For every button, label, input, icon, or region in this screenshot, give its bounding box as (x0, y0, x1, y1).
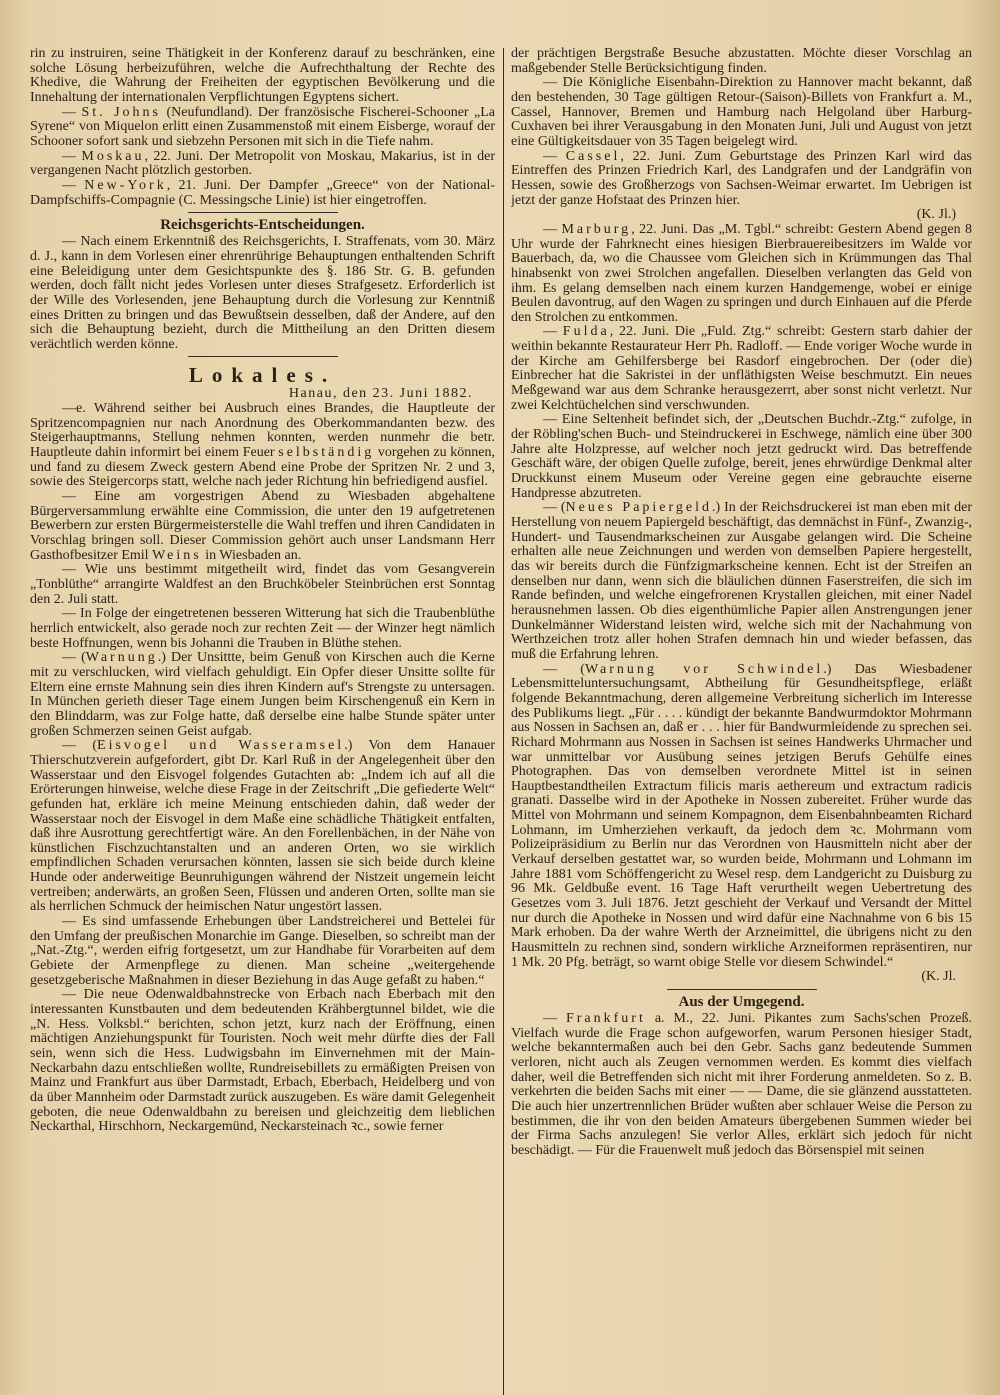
paragraph-text: — (543, 1011, 566, 1026)
paragraph-text: rin zu instruiren, seine Thätigkeit in der Konferenz darauf zu beschränken, eine solche Lösung herbeizuführen, welche die Aufrechthaltung der Rechte des Khedive, die Wahrung der Freiheiten der egyptischen Bevölkerung und die Innehaltung der internationalen Verpflichtungen Egyptens sichert. (30, 47, 495, 105)
article-paragraph (30, 988, 495, 1135)
paragraph-text: — Wie uns bestimmt mitgetheilt wird, findet das vom Gesangverein „Tonblüthe“ arrangirte Waldfest an den Bruchköbeler Steinbrüchen erst Sonntag den 2. Juli statt. (30, 562, 495, 607)
source-signature: (K. Jl. (921, 969, 956, 985)
spaced-dateline-text: selbständig (278, 445, 375, 461)
left-column (30, 47, 495, 1395)
spaced-dateline-text: Weins (152, 547, 202, 563)
paragraph-text: , 21. Juni. Der Dampfer „Greece“ von der National-Dampfschiffs-Compagnie (C. Messingsche Linie) ist hier eingetroffen. (30, 177, 495, 208)
paragraph-text: , 22. Juni. Die „Fuld. Ztg.“ schreibt: Gestern starb dahier der weithin bekannte Restaurateur Herr Ph. Radloff. — Ende voriger Woche wurde in der Kirche am Gehilfersberge bei Rasdorf eingebrochen. Der (oder die) Einbrecher hat die Sakristei in der unfläthigsten Weise beschmutzt. Ein neues Meßgewand war aus dem Schranke herausgezerrt, aber sonst nicht verletzt. Nur zwei Kelchtüchelchen sind verschwunden. (511, 324, 972, 413)
article-paragraph (30, 47, 495, 106)
article-paragraph (30, 739, 495, 915)
paragraph-text: .) In der Reichsdruckerei ist man eben mit der Herstellung von neuem Papiergeld beschäftigt, das demnächst in Fünf-, Zwanzig-, Hundert- und Tausendmarkscheinen zur Ausgabe gelangen wird. Die Scheine erhalten alle neue Zeichnungen und werden von demselben Papiere hergestellt, das wir bereits durch die Fünfzigmarkscheine kennen. Echt ist der Streifen an denselben nur dann, wenn sich die bläulichen dünnen Faserstreifen, die sich im Rande befinden, und welche eingefrorenen Krystallen gleichen, mit einer Nadel herausnehmen lassen. Ob dies eigenthümliche Papier allen Anstrengungen jener Dunkelmänner Widerstand leisten wird, welche sich mit der Nachahmung von Werthzeichen trotz aller hohen Strafen demnach hin und wieder befassen, das muß die Erfahrung lehren. (511, 500, 972, 662)
spaced-dateline-text: Warnung vor Schwindel (584, 661, 824, 677)
spaced-dateline-text: Neues Papiergeld (565, 500, 713, 516)
paragraph-text: (Neufundland). Der französische Fischerei-Schooner „La Syrene“ von Miquelon erlitt einen Zusammenstoß mit einem Eisberge, worauf der Schooner sofort sank und siebzehn Personen mit sich in die Tiefe nahm. (30, 104, 495, 149)
article-paragraph (511, 223, 972, 326)
article-paragraph (511, 76, 972, 149)
spaced-dateline-text: Fulda (562, 324, 610, 340)
section-title: Lokales. (188, 363, 337, 388)
spaced-dateline-text: Cassel (565, 148, 621, 164)
article-paragraph (30, 150, 495, 179)
paragraph-text: — Die Königliche Eisenbahn-Direktion zu Hannover macht bekannt, daß den bestehenden, 30 Tage gültigen Retour-(Saison)-Billets von Frankfurt a. M., Cassel, Hannover, Bremen und Hamburg nach Helgoland über Harburg-Cuxhaven bei ihrer Verausgabung in den Monaten Juni, Juli und August von jetzt eine Gültigkeitsdauer von 35 Tagen beigelegt wird. (511, 75, 972, 149)
paragraph-text: — ( (543, 500, 566, 516)
paragraph-text: , 22. Juni. Der Metropolit von Moskau, Makarius, ist in der vergangenen Nacht plötzlich gestorben. (30, 148, 495, 179)
column-divider (503, 48, 504, 1395)
article-paragraph (30, 651, 495, 739)
article-paragraph (30, 607, 495, 651)
paragraph-text: — Es sind umfassende Erhebungen über Landstreicherei und Bettelei für den Umfang der preußischen Monarchie im Gange. Dieselben, so schreibt man der „Nat.-Ztg.“, werden eifrig fortgesetzt, um zur Handhabe für Vorarbeiten auf dem Gebiete der Armenpflege zu dienen. Man scheine „weitergehende gesetzgeberische Maßnahmen in dieser Beziehung in das Auge gefaßt zu haben.“ (30, 914, 495, 988)
article-paragraph (30, 490, 495, 563)
article-paragraph (511, 1012, 972, 1159)
paragraph-text: a. M., 22. Juni. Pikantes zum Sachs'schen Prozeß. Vielfach wurde die Frage schon aufgeworfen, warum Personen hiesiger Stadt, welche bekanntermaßen auch bei den Gebr. Sachs ganz bedeutende Summen verloren, nicht auch als Zeugen vernommen werden. Es kommt dies vielfach daher, weil die Betreffenden sich nicht mit ihrer Forderung anmeldeten. So z. B. verkehrten die beiden Sachs mit einer — — Dame, die sie glänzend ausstatteten. Die auch hier unzertrennlichen Brüder wußten aber schlauer Weise die Person zu bestimmen, die ihr von den beiden Amateurs übergebenen Summen wieder bei der Firma Sachs anzulegen! Sie verlor Alles, erklärt sich jedoch für nicht beschädigt. — Für die Frauenwelt muß jedoch das Börsenspiel mit seinen (511, 1011, 972, 1158)
article-paragraph (511, 150, 972, 209)
right-column (511, 47, 972, 1395)
paragraph-text: .) Der Unsittte, beim Genuß von Kirschen auch die Kerne mit zu verschlucken, wird vielfach gehuldigt. Ein Opfer dieser Unsitte sollte für Eltern eine ernste Mahnung sein dies ihren Kindern auf's Strengste zu untersagen. In München gerieth dieser Tage einem Jungen beim Kirschengenuß ein Kern in den Blinddarm, was zur Folge hatte, daß derselbe eine halbe Stunde später unter großen Schmerzen seinen Geist aufgab. (30, 650, 495, 739)
article-paragraph (511, 325, 972, 413)
article-paragraph (511, 413, 972, 501)
paragraph-text: — Eine Seltenheit befindet sich, der „Deutschen Buchdr.-Ztg.“ zufolge, in der Röbling'schen Buch- und Steindruckerei in Eschwege, nämlich eine über 300 Jahre alte Holzpresse, auf welcher noch jetzt gedruckt wird. Das betreffende Geschäft wäre, der obigen Quelle zufolge, bereit, jenes ehrwürdige Denkmal alter Druckkunst einem Museum oder Vereine gegen eine gebrauchte eiserne Handpresse abzutreten. (511, 412, 972, 501)
paragraph-text: .) Das Wiesbadener Lebensmitteluntersuchungsamt, Abtheilung für Gesundheitspflege, erläßt folgende Bekanntmachung, deren allgemeine Verbreitung sicherlich im Interesse des Publikums liegt. „Für . . . . kündigt der bekannte Bandwurmdoktor Mohrmann aus Nossen in Sachsen an, daß er . . . hier für Bandwurmleidende zu sprechen sei. Richard Mohrmann aus Nossen in Sachsen ist seines Handwerks Uhrmacher und war unmittelbar vor Ausübung seines jetzigen Berufs Gehülfe eines Photographen. Das von demselben verordnete Mittel ist in seinen Hauptbestandtheilen Extractum filicis maris aethereum und extractum radicis granati. Dasselbe wird in der Apotheke in Nossen zubereitet. Früher wurde das Mittel von Mohrmann und seinem Kompagnon, dem Eisenbahnbeamten Richard Lohmann, im Umherziehen verkauft, da jedoch dem ꝛc. Mohrmann vom Polizeipräsidium zu Berlin nur das Verordnen von Hausmitteln nicht aber der Verkauf derselben gestattet war, so wurden beide, Mohrmann und Lohmann im Jahre 1881 vom Schöffengericht zu Wesel resp. dem Landgericht zu Duisburg zu 96 Mk. Geldbuße event. 16 Tage Haft verurtheilt wegen Uebertretung des Gesetzes vom 3. Juli 1876. Jetzt geschieht der Verkauf und Versandt der Mittel nur durch die Apotheke in Nossen und wird dafür eine Nachnahme von 6 bis 15 Mark erhoben. Da der wahre Werth der Arzneimittel, die übrigens nicht zu den Hausmitteln zu rechnen sind, sondern wirkliche Arzneiformen repräsentiren, nur 1 Mk. 20 Pfg. beträgt, so warnt obige Stelle vor diesem Schwindel.“ (511, 661, 972, 970)
paragraph-text: — (543, 148, 566, 164)
paragraph-text: — Nach einem Erkenntniß des Reichsgerichts, I. Straffenats, vom 30. März d. J., kann in dem Vorlesen einer ehrenrührige Behauptungen enthaltenden Schrift eine Beleidigung unter dem Gesichtspunkte des §. 186 Str. G. B. gefunden werden, doch fällt nicht jedes Vorlesen unter dieses Strafgesetz. Erforderlich ist der Wille des Vorlesenden, jene Behauptung durch die Vorlesung zur Kenntniß eines Dritten zu bringen und das Bewußtsein desselben, daß der Andere, auf den sich die Behauptung bezieht, durch die Mittheilung an den Dritten diesem verächtlich werden könne. (30, 234, 495, 352)
spaced-dateline-text: Eisvogel und Wasseramsel (97, 738, 345, 754)
paragraph-text: vorgehen zu können, und fand zu diesem Zweck gestern Abend eine Probe der Spritzen Nr. 2 und 3, sowie des Steigercorps statt, welche nach jeder Richtung hin befriedigend ausfiel. (30, 445, 495, 490)
spaced-dateline-text: Marburg (561, 221, 632, 237)
article-paragraph (30, 179, 495, 208)
paragraph-text: — ( (62, 738, 98, 754)
article-paragraph (30, 563, 495, 607)
article-paragraph (30, 235, 495, 352)
paragraph-text: in Wiesbaden an. (201, 547, 302, 563)
paragraph-text: — ( (543, 661, 585, 677)
paragraph-text: — ( (62, 650, 86, 666)
source-signature: (K. Jl.) (916, 207, 956, 223)
paragraph-text: .) Von dem Hanauer Thierschutzverein aufgefordert, gibt Dr. Karl Ruß in der Angelegenheit über den Wasserstaar und den Eisvogel folgendes Gutachten ab: „Indem ich auf all die Erörterungen hinweise, welche diese Frage in der Zeitschrift „Die gefiederte Welt“ gefunden hat, erkläre ich meine Meinung entschieden dahin, daß weder der Wasserstaar noch der Eisvogel in dem Maße eine schädliche Thätigkeit entfalten, daß ihre Ausrottung gerechtfertigt wäre. An den Forellenbächen, in der Nähe von künstlichen Fischzuchtanstalten und an anderen Orten, wo sie wirklich empfindlichen Schaden verursachen könnten, lassen sie sich beide durch kleine Hunde oder anderweitige Beunruhigungen während der Nistzeit ungemein leicht vertreiben; anderwärts, an großen Seen, Flüssen und anderen Orten, sollte man sie als herrlichen Schmuck der heimischen Natur ungestört lassen. (30, 738, 495, 915)
paragraph-text: — (62, 177, 85, 193)
spaced-dateline-text: Moskau (81, 148, 145, 164)
spaced-dateline-text: Warnung (85, 650, 158, 666)
dateline: Hanau, den 23. Juni 1882. (288, 386, 473, 402)
section-rule (667, 989, 817, 990)
paragraph-text: , 22. Juni. Das „M. Tgbl.“ schreibt: Gestern Abend gegen 8 Uhr wurde der Fahrknecht eines hiesigen Bierbrauereibesitzers im Walde vor Bauerbach, da, wo die Chaussee vom Gleichen sich in Krümmungen das Thal hinabsenkt von zwei Strolchen angefallen. Dieselben verlangten das Geld von ihm. Es gelang demselben nach einem kurzen Handgemenge, wobei er einige Beulen davontrug, auf den Wagen zu springen und durch Einhauen auf die Pferde den Strolchen zu entkommen. (511, 221, 972, 325)
section-heading: Reichsgerichts-Entscheidungen. (160, 217, 365, 234)
paragraph-text: — (543, 221, 562, 237)
paragraph-text: — In Folge der eingetretenen besseren Witterung hat sich die Traubenblüthe herrlich entwickelt, also gerade noch zur rechten Zeit — der Winzer hegt nämlich beste Hoffnungen, wenn bis Johanni die Trauben in Blüthe stehen. (30, 606, 495, 651)
paragraph-text: — (543, 324, 563, 340)
article-paragraph (511, 47, 972, 76)
article-paragraph (30, 106, 495, 150)
article-paragraph (30, 915, 495, 988)
paragraph-text: — (62, 148, 82, 164)
spaced-dateline-text: Frankfurt (565, 1011, 646, 1026)
article-paragraph (511, 501, 972, 662)
paragraph-text: — (62, 104, 82, 120)
paragraph-text: der prächtigen Bergstraße Besuche abzustatten. Möchte dieser Vorschlag an maßgebender Stelle Berücksichtigung finden. (511, 47, 972, 76)
article-paragraph (30, 402, 495, 490)
spaced-dateline-text: St. Johns (81, 104, 162, 120)
paragraph-text: — Die neue Odenwaldbahnstrecke von Erbach nach Eberbach mit den interessanten Kunstbauten und dem bedeutenden Krähbergtunnel bildet, wie die „N. Hess. Volksbl.“ berichten, schon jetzt, kurz nach der Eröffnung, einen mächtigen Anziehungspunkt für Touristen. Noch weit mehr dürfte dies der Fall sein, wenn sich die Hess. Ludwigsbahn im Einvernehmen mit der Main-Neckarbahn dazu entschließen wollte, Rundreisebillets zu ermäßigten Preisen von Mainz und Frankfurt aus über Darmstadt, Erbach, Eberbach, Heidelberg und von da über Mannheim oder Darmstadt zurück auszugeben. Es wäre damit Gelegenheit geboten, die neue Odenwaldbahn zu bereisen und gleichzeitig dem lieblichen Neckarthal, Hirschhorn, Neckargemünd, Neckarsteinach ꝛc., sowie ferner (30, 987, 495, 1135)
article-paragraph (511, 663, 972, 971)
paragraph-text: —e. Während seither bei Ausbruch eines Brandes, die Hauptleute der Spritzencompagnien nur nach Anordnung des Oberkommandanten bezw. des Steigerhauptmanns, Stellung nehmen konnten, werden nunmehr die betr. Hauptleute dahin informirt bei einem Feuer (30, 401, 495, 461)
paragraph-text: , 22. Juni. Zum Geburtstage des Prinzen Karl wird das Eintreffen des Prinzen Friedrich Karl, des Landgrafen und der Landgräfin von Hessen, sowie des Großherzogs von Sachsen-Weimar erwartet. Im Uebrigen ist jetzt der ganze Hofstaat des Prinzen hier. (511, 148, 972, 208)
section-rule (188, 212, 338, 213)
spaced-dateline-text: New-York (84, 177, 167, 193)
paragraph-text: — Eine am vorgestrigen Abend zu Wiesbaden abgehaltene Bürgerversammlung erwählte eine Commission, die unter den 19 aufgetretenen Bewerbern zur ersten Bürgermeisterstelle die Wahl treffen und ihren Candidaten in Vorschlag bringen soll. Dieser Commission gehört auch unser Landsmann Herr Gasthofbesitzer Emil (30, 489, 495, 563)
section-rule (188, 356, 338, 357)
section-heading: Aus der Umgegend. (678, 994, 805, 1010)
